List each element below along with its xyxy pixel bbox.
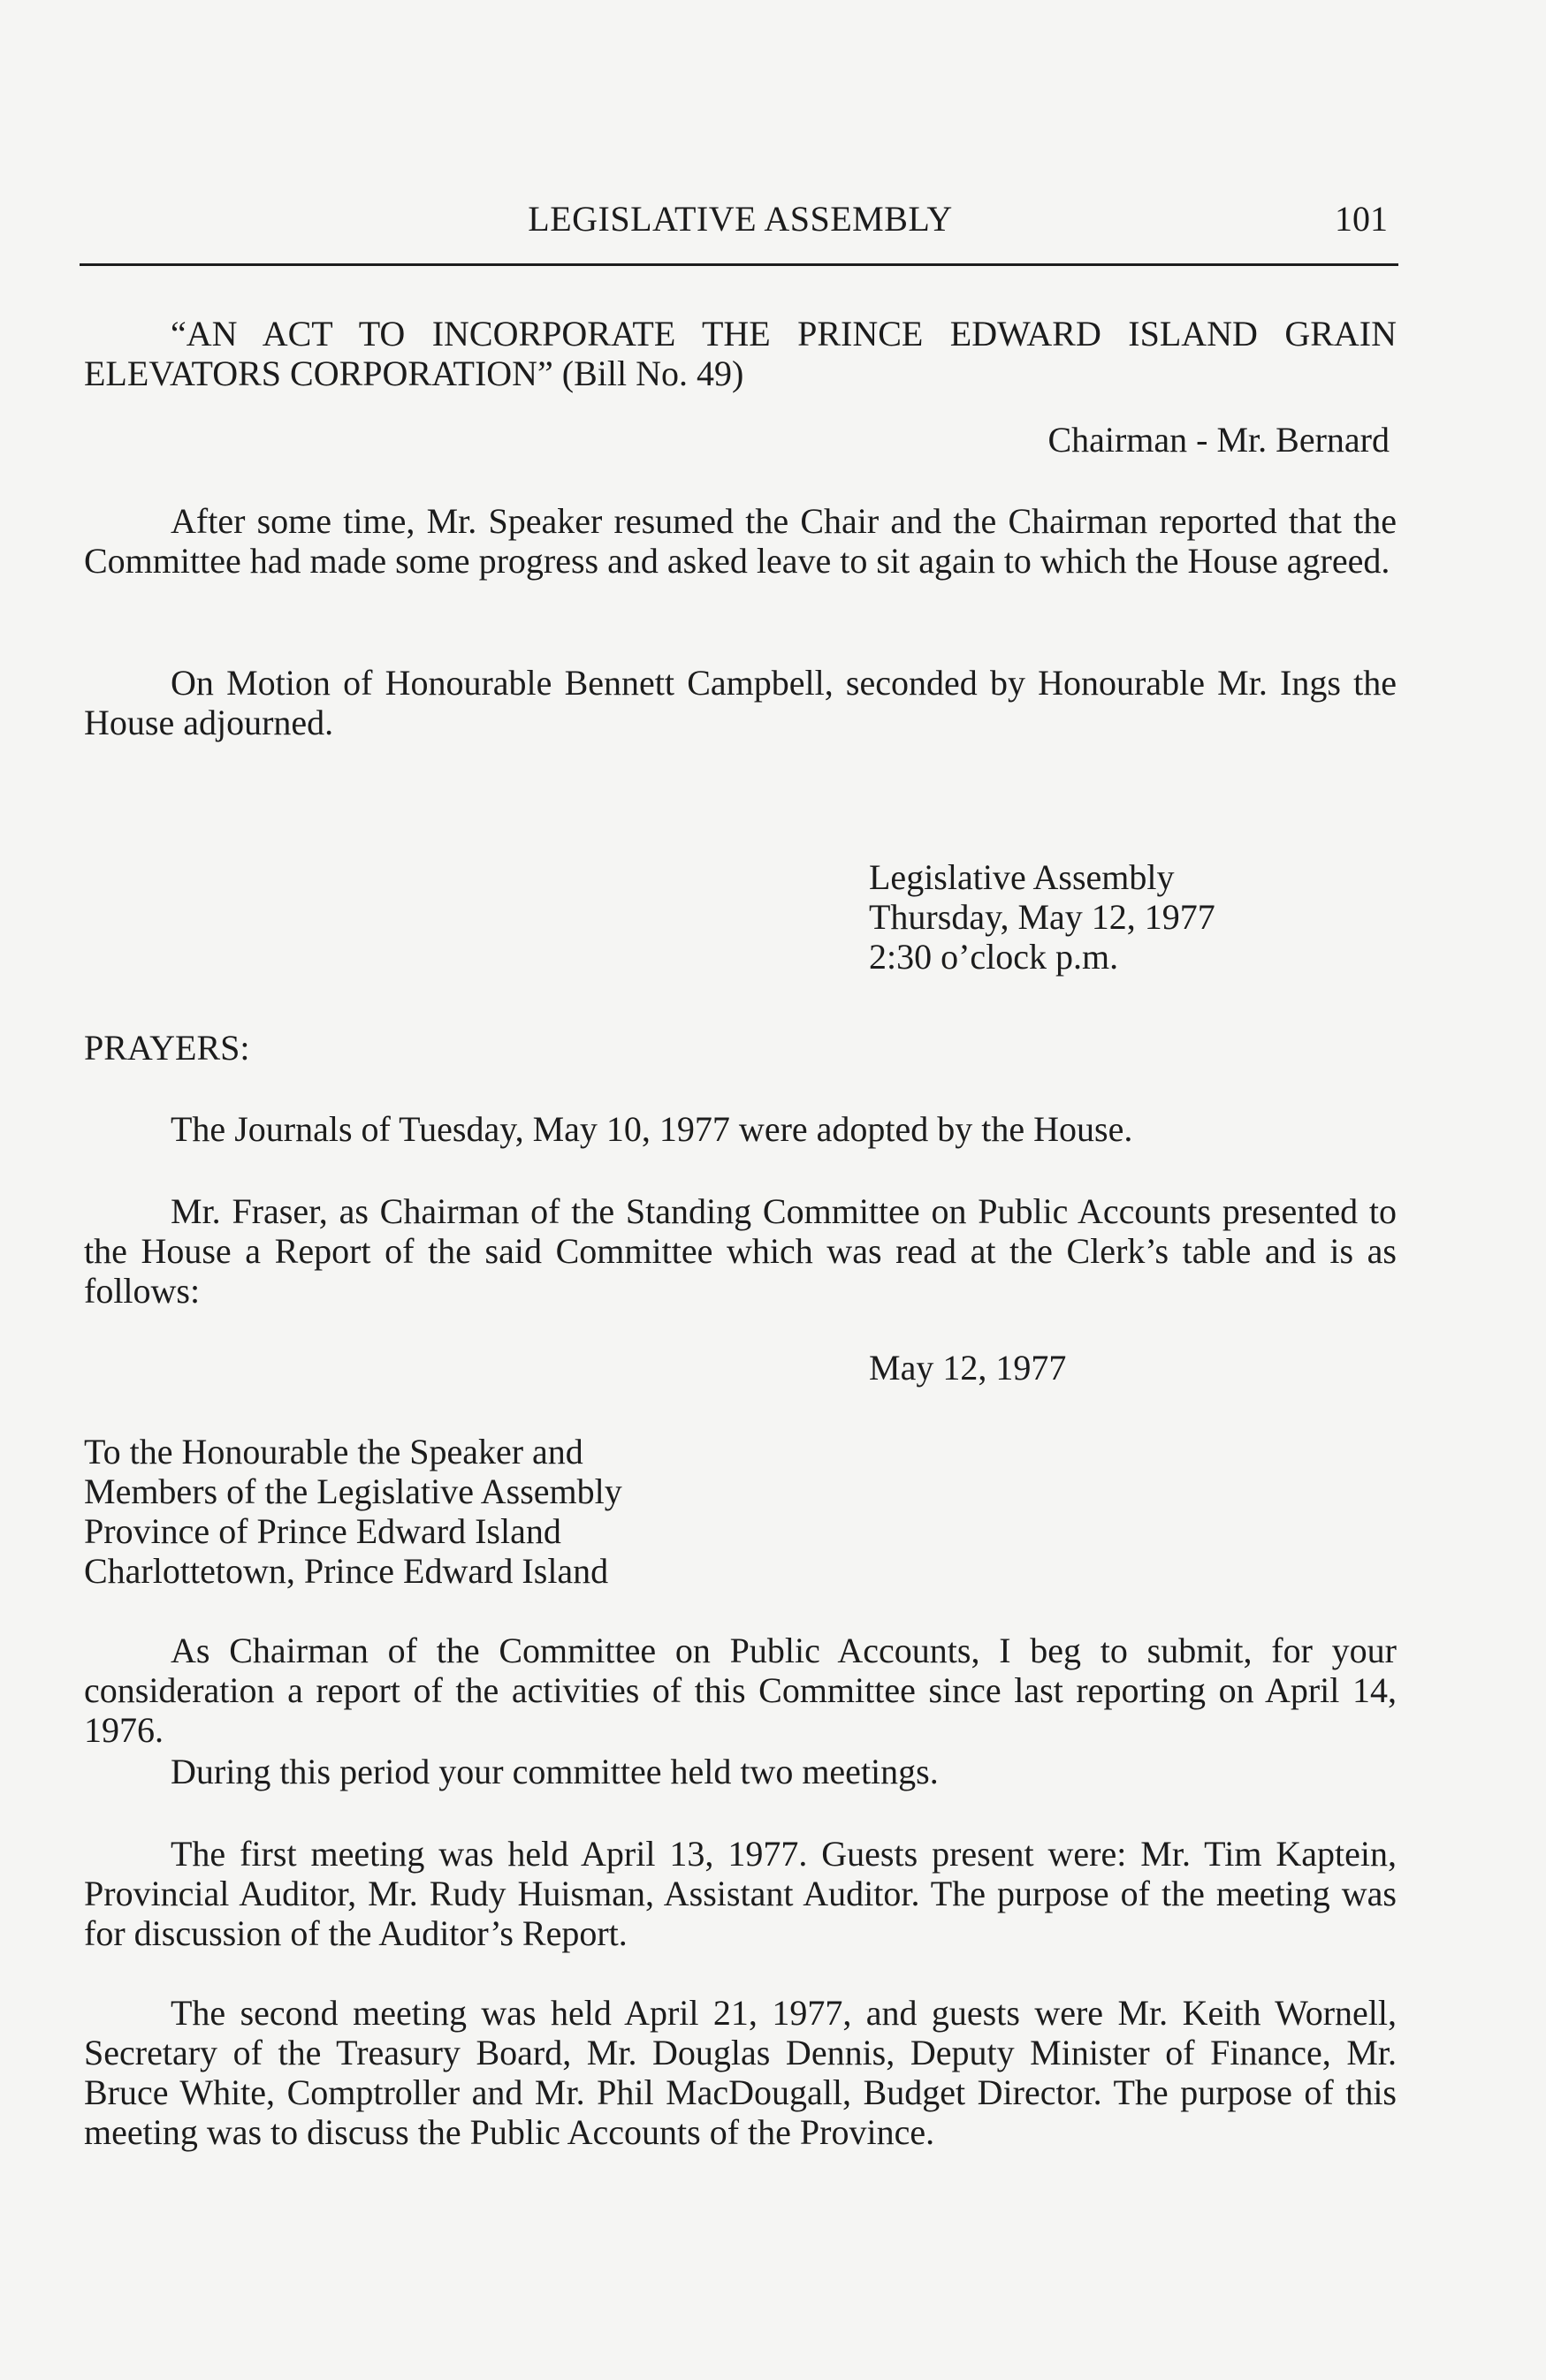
journal-page <box>84 199 1397 2152</box>
address-line: Province of Prince Edward Island <box>84 1511 561 1551</box>
address-line: To the Honourable the Speaker and <box>84 1432 583 1471</box>
paragraph-second-meeting: The second meeting was held April 21, 1977, and guests were Mr. Keith Wornell, Secretary of the Treasury Board, Mr. Douglas Dennis, Deputy Minister of Finance, Mr. Bruce White, Comptroller and Mr. Phil MacDougall, Budget Director. The purpose of this meeting was to discuss the Public Accounts of the Province. <box>84 1993 1397 2152</box>
address-line: Charlottetown, Prince Edward Island <box>84 1551 609 1591</box>
header-title: LEGISLATIVE ASSEMBLY <box>528 199 953 239</box>
sitting-block <box>869 857 1215 977</box>
bill-title: “AN ACT TO INCORPORATE THE PRINCE EDWARD ISLAND GRAIN ELEVATORS CORPORATION” (Bill No. 49) <box>84 314 1397 393</box>
committee-chairman: Chairman - Mr. Bernard <box>1047 420 1390 460</box>
sitting-place: Legislative Assembly <box>869 857 1175 897</box>
running-header <box>84 199 1397 243</box>
paragraph-adjournment: On Motion of Honourable Bennett Campbell, seconded by Honourable Mr. Ings the House adjourned. <box>84 663 1397 742</box>
paragraph-submit: As Chairman of the Committee on Public Accounts, I beg to submit, for your consideration a report of the activities of this Committee since last reporting on April 14, 1976. <box>84 1631 1397 1750</box>
paragraph-fraser-report: Mr. Fraser, as Chairman of the Standing Committee on Public Accounts presented to the House a Report of the said Committee which was read at the Clerk’s table and is as follows: <box>84 1191 1397 1311</box>
sitting-date: Thursday, May 12, 1977 <box>869 897 1215 937</box>
sitting-time: 2:30 o’clock p.m. <box>869 937 1119 977</box>
page-number: 101 <box>1335 199 1388 239</box>
address-line: Members of the Legislative Assembly <box>84 1471 622 1511</box>
paragraph-journals: The Journals of Tuesday, May 10, 1977 were adopted by the House. <box>171 1109 1133 1149</box>
paragraph-progress-report: After some time, Mr. Speaker resumed the Chair and the Chairman reported that the Committee had made some progress and asked leave to sit again to which the House agreed. <box>84 501 1397 581</box>
report-date: May 12, 1977 <box>869 1348 1067 1388</box>
paragraph-first-meeting: The first meeting was held April 13, 1977. Guests present were: Mr. Tim Kaptein, Provincial Auditor, Mr. Rudy Huisman, Assistant Auditor. The purpose of the meeting was for discussion of the Auditor’s Report. <box>84 1834 1397 1953</box>
prayers-heading: PRAYERS: <box>84 1028 250 1068</box>
paragraph-meetings-count: During this period your committee held two meetings. <box>171 1752 939 1791</box>
report-address-block <box>84 1432 622 1591</box>
header-rule <box>80 263 1398 266</box>
